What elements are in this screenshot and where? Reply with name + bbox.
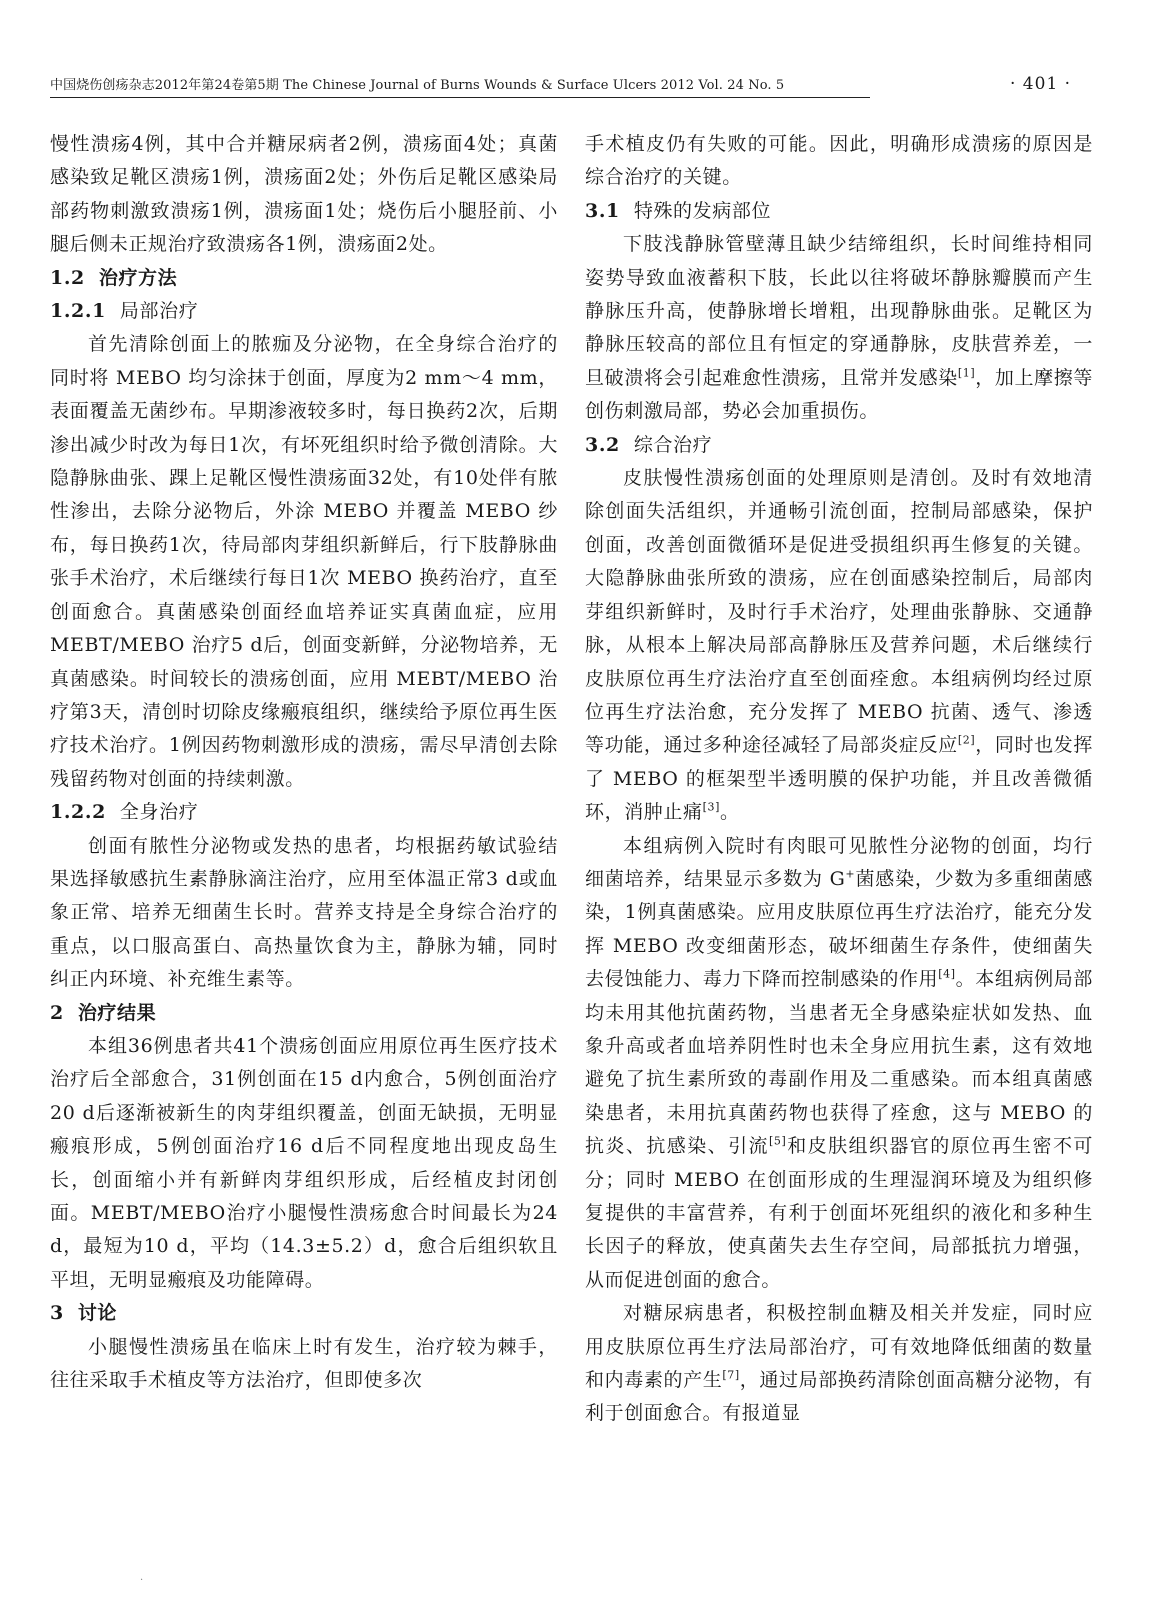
paragraph-discussion-continuation: 手术植皮仍有失败的可能。因此，明确形成溃疡的原因是综合治疗的关键。 <box>585 133 1093 189</box>
heading-1-2-1 <box>50 295 558 328</box>
paragraph-results: 本组36例患者共41个溃疡创面应用原位再生医疗技术治疗后全部愈合，31例创面在15 d内愈合，5例创面治疗20 d后逐渐被新生的肉芽组织覆盖，创面无缺损，无明显瘢痕形成，5例创面治疗16 d后不同程度地出现皮岛生长，创面缩小并有新鲜肉芽组织形成，后经植皮封闭创面。MEBT/MEBO治疗小腿慢性溃疡愈合时间最长为24 d，最短为10 d，平均（14.3±5.2）d，愈合后组织软且平坦，无明显瘢痕及功能障碍。 <box>50 1034 558 1291</box>
paragraph-comprehensive-treatment <box>585 462 1093 829</box>
left-column <box>50 128 558 1397</box>
paragraph-case-continuation: 慢性溃疡4例，其中合并糖尿病者2例，溃疡面4处；真菌感染致足靴区溃疡1例，溃疡面2处；外伤后足靴区感染局部药物刺激致溃疡1例，溃疡面1处；烧伤后小腿胫前、小腿后侧未正规治疗致溃疡各1例，溃疡面2处。 <box>50 133 558 256</box>
heading-1-2-2 <box>50 796 558 829</box>
text-run: 对糖尿病患者，积极控制血糖及相关并发症，同时应用皮肤原位再生疗法局部治疗，可有效地降低细菌的数量和内毒素的产生 <box>585 1302 1093 1392</box>
heading-title: 局部治疗 <box>119 300 199 323</box>
heading-number: 2 <box>50 1001 64 1024</box>
text-run: 。本组病例局部均未用其他抗菌药物，当患者无全身感染症状如发热、血象升高或者血培养阴性时也未全身应用抗生素，这有效地避免了抗生素所致的毒副作用及二重感染。而本组真菌感染患者，未用抗真菌药物也获得了痊愈，这与 MEBO 的抗炎、抗感染、引流 <box>585 968 1093 1158</box>
heading-number: 1.2.2 <box>50 801 106 824</box>
citation-ref: [3] <box>702 800 720 814</box>
heading-3 <box>50 1297 558 1330</box>
heading-number: 3.2 <box>585 433 620 456</box>
heading-3-1 <box>585 195 1093 228</box>
heading-3-2 <box>585 429 1093 462</box>
text-run: 菌感染，少数为多重细菌感染，1例真菌感染。应用皮肤原位再生疗法治疗，能充分发挥 MEBO 改变细菌形态，破坏细菌生存条件，使细菌失去侵蚀能力、毒力下降而控制感染的作用 <box>585 867 1094 991</box>
stray-mark: · <box>140 1575 144 1586</box>
heading-number: 3 <box>50 1302 64 1325</box>
heading-number: 3.1 <box>585 199 620 222</box>
citation-ref: [4] <box>938 967 956 981</box>
heading-title: 治疗方法 <box>98 266 178 289</box>
heading-title: 综合治疗 <box>633 433 713 456</box>
page-number: · 401 · <box>1010 74 1072 94</box>
text-run: 和皮肤组织器官的原位再生密不可分；同时 MEBO 在创面形成的生理湿润环境及为组织修复提供的丰富营养，有利于创面坏死组织的液化和多种生长因子的释放，使真菌失去生存空间，局部抵抗力增强，从而促进创面的愈合。 <box>585 1135 1093 1291</box>
superscript-plus: + <box>845 867 856 881</box>
text-run: ，加上摩擦等创伤刺激局部，势必会加重损伤。 <box>585 366 1093 423</box>
text-run: 皮肤慢性溃疡创面的处理原则是清创。及时有效地清除创面失活组织，并通畅引流创面，控制局部感染，保护创面，改善创面微循环是促进受损组织再生修复的关键。大隐静脉曲张所致的溃疡，应在创面感染控制后，局部肉芽组织新鲜时，及时行手术治疗，处理曲张静脉、交通静脉，从根本上解决局部高静脉压及营养问题，术后继续行皮肤原位再生疗法治疗直至创面痊愈。本组病例均经过原位再生疗法治愈，充分发挥了 MEBO 抗菌、透气、渗透等功能，通过多种途径减轻了局部炎症反应 <box>585 467 1093 757</box>
paragraph-discussion-start: 小腿慢性溃疡虽在临床上时有发生，治疗较为棘手，往往采取手术植皮等方法治疗，但即使多次 <box>50 1335 558 1392</box>
paragraph-special-site <box>585 228 1093 428</box>
text-run: ，同时也发挥了 MEBO 的框架型半透明膜的保护功能，并且改善微循环，消肿止痛 <box>585 734 1093 824</box>
right-column <box>585 128 1093 1431</box>
heading-title: 特殊的发病部位 <box>633 199 772 222</box>
paragraph-bacterial-infection <box>585 830 1093 1298</box>
text-run: 下肢浅静脉管壁薄且缺少结缔组织，长时间维持相同姿势导致血液蓄积下肢，长此以往将破坏静脉瓣膜而产生静脉压升高，使静脉增长增粗，出现静脉曲张。足靴区为静脉压较高的部位且有恒定的穿通静脉，皮肤营养差，一旦破溃将会引起难愈性溃疡，且常并发感染 <box>585 233 1093 389</box>
citation-ref: [1] <box>957 366 976 380</box>
paragraph-systemic-treatment: 创面有脓性分泌物或发热的患者，均根据药敏试验结果选择敏感抗生素静脉滴注治疗，应用至体温正常3 d或血象正常、培养无细菌生长时。营养支持是全身综合治疗的重点，以口服高蛋白、高热量饮食为主，静脉为辅，同时纠正内环境、补充维生素等。 <box>50 834 558 991</box>
citation-ref: [7] <box>722 1368 740 1382</box>
text-run: ，通过局部换药清除创面高糖分泌物，有利于创面愈合。有报道显 <box>585 1369 1093 1425</box>
heading-number: 1.2 <box>50 266 85 289</box>
paragraph-diabetes <box>585 1297 1093 1431</box>
heading-number: 1.2.1 <box>50 300 106 323</box>
text-run: 。 <box>720 801 740 824</box>
heading-2 <box>50 997 558 1030</box>
heading-title: 讨论 <box>77 1302 118 1325</box>
text-run: 本组病例入院时有肉眼可见脓性分泌物的创面，均行细菌培养，结果显示多数为 G <box>585 834 1093 890</box>
citation-ref: [2] <box>957 733 976 747</box>
heading-title: 治疗结果 <box>77 1001 157 1024</box>
citation-ref: [5] <box>768 1134 787 1148</box>
running-header: 中国烧伤创疡杂志2012年第24卷第5期 The Chinese Journal of Burns Wounds & Surface Ulcers 2012 Vol. 24 No. 5 <box>50 74 870 98</box>
heading-title: 全身治疗 <box>119 801 199 824</box>
paragraph-local-treatment: 首先清除创面上的脓痂及分泌物，在全身综合治疗的同时将 MEBO 均匀涂抹于创面，厚度为2 mm～4 mm，表面覆盖无菌纱布。早期渗液较多时，每日换药2次，后期渗出减少时改为每日1次，有坏死组织时给予微创清除。大隐静脉曲张、踝上足靴区慢性溃疡面32处，有10处伴有脓性渗出，去除分泌物后，外涂 MEBO 并覆盖 MEBO 纱布，每日换药1次，待局部肉芽组织新鲜后，行下肢静脉曲张手术治疗，术后继续行每日1次 MEBO 换药治疗，直至创面愈合。真菌感染创面经血培养证实真菌血症，应用 MEBT/MEBO 治疗5 d后，创面变新鲜，分泌物培养，无真菌感染。时间较长的溃疡创面，应用 MEBT/MEBO 治疗第3天，清创时切除皮缘瘢痕组织，继续给予原位再生医疗技术治疗。1例因药物刺激形成的溃疡，需尽早清创去除残留药物对创面的持续刺激。 <box>50 333 558 790</box>
heading-1-2 <box>50 262 558 295</box>
